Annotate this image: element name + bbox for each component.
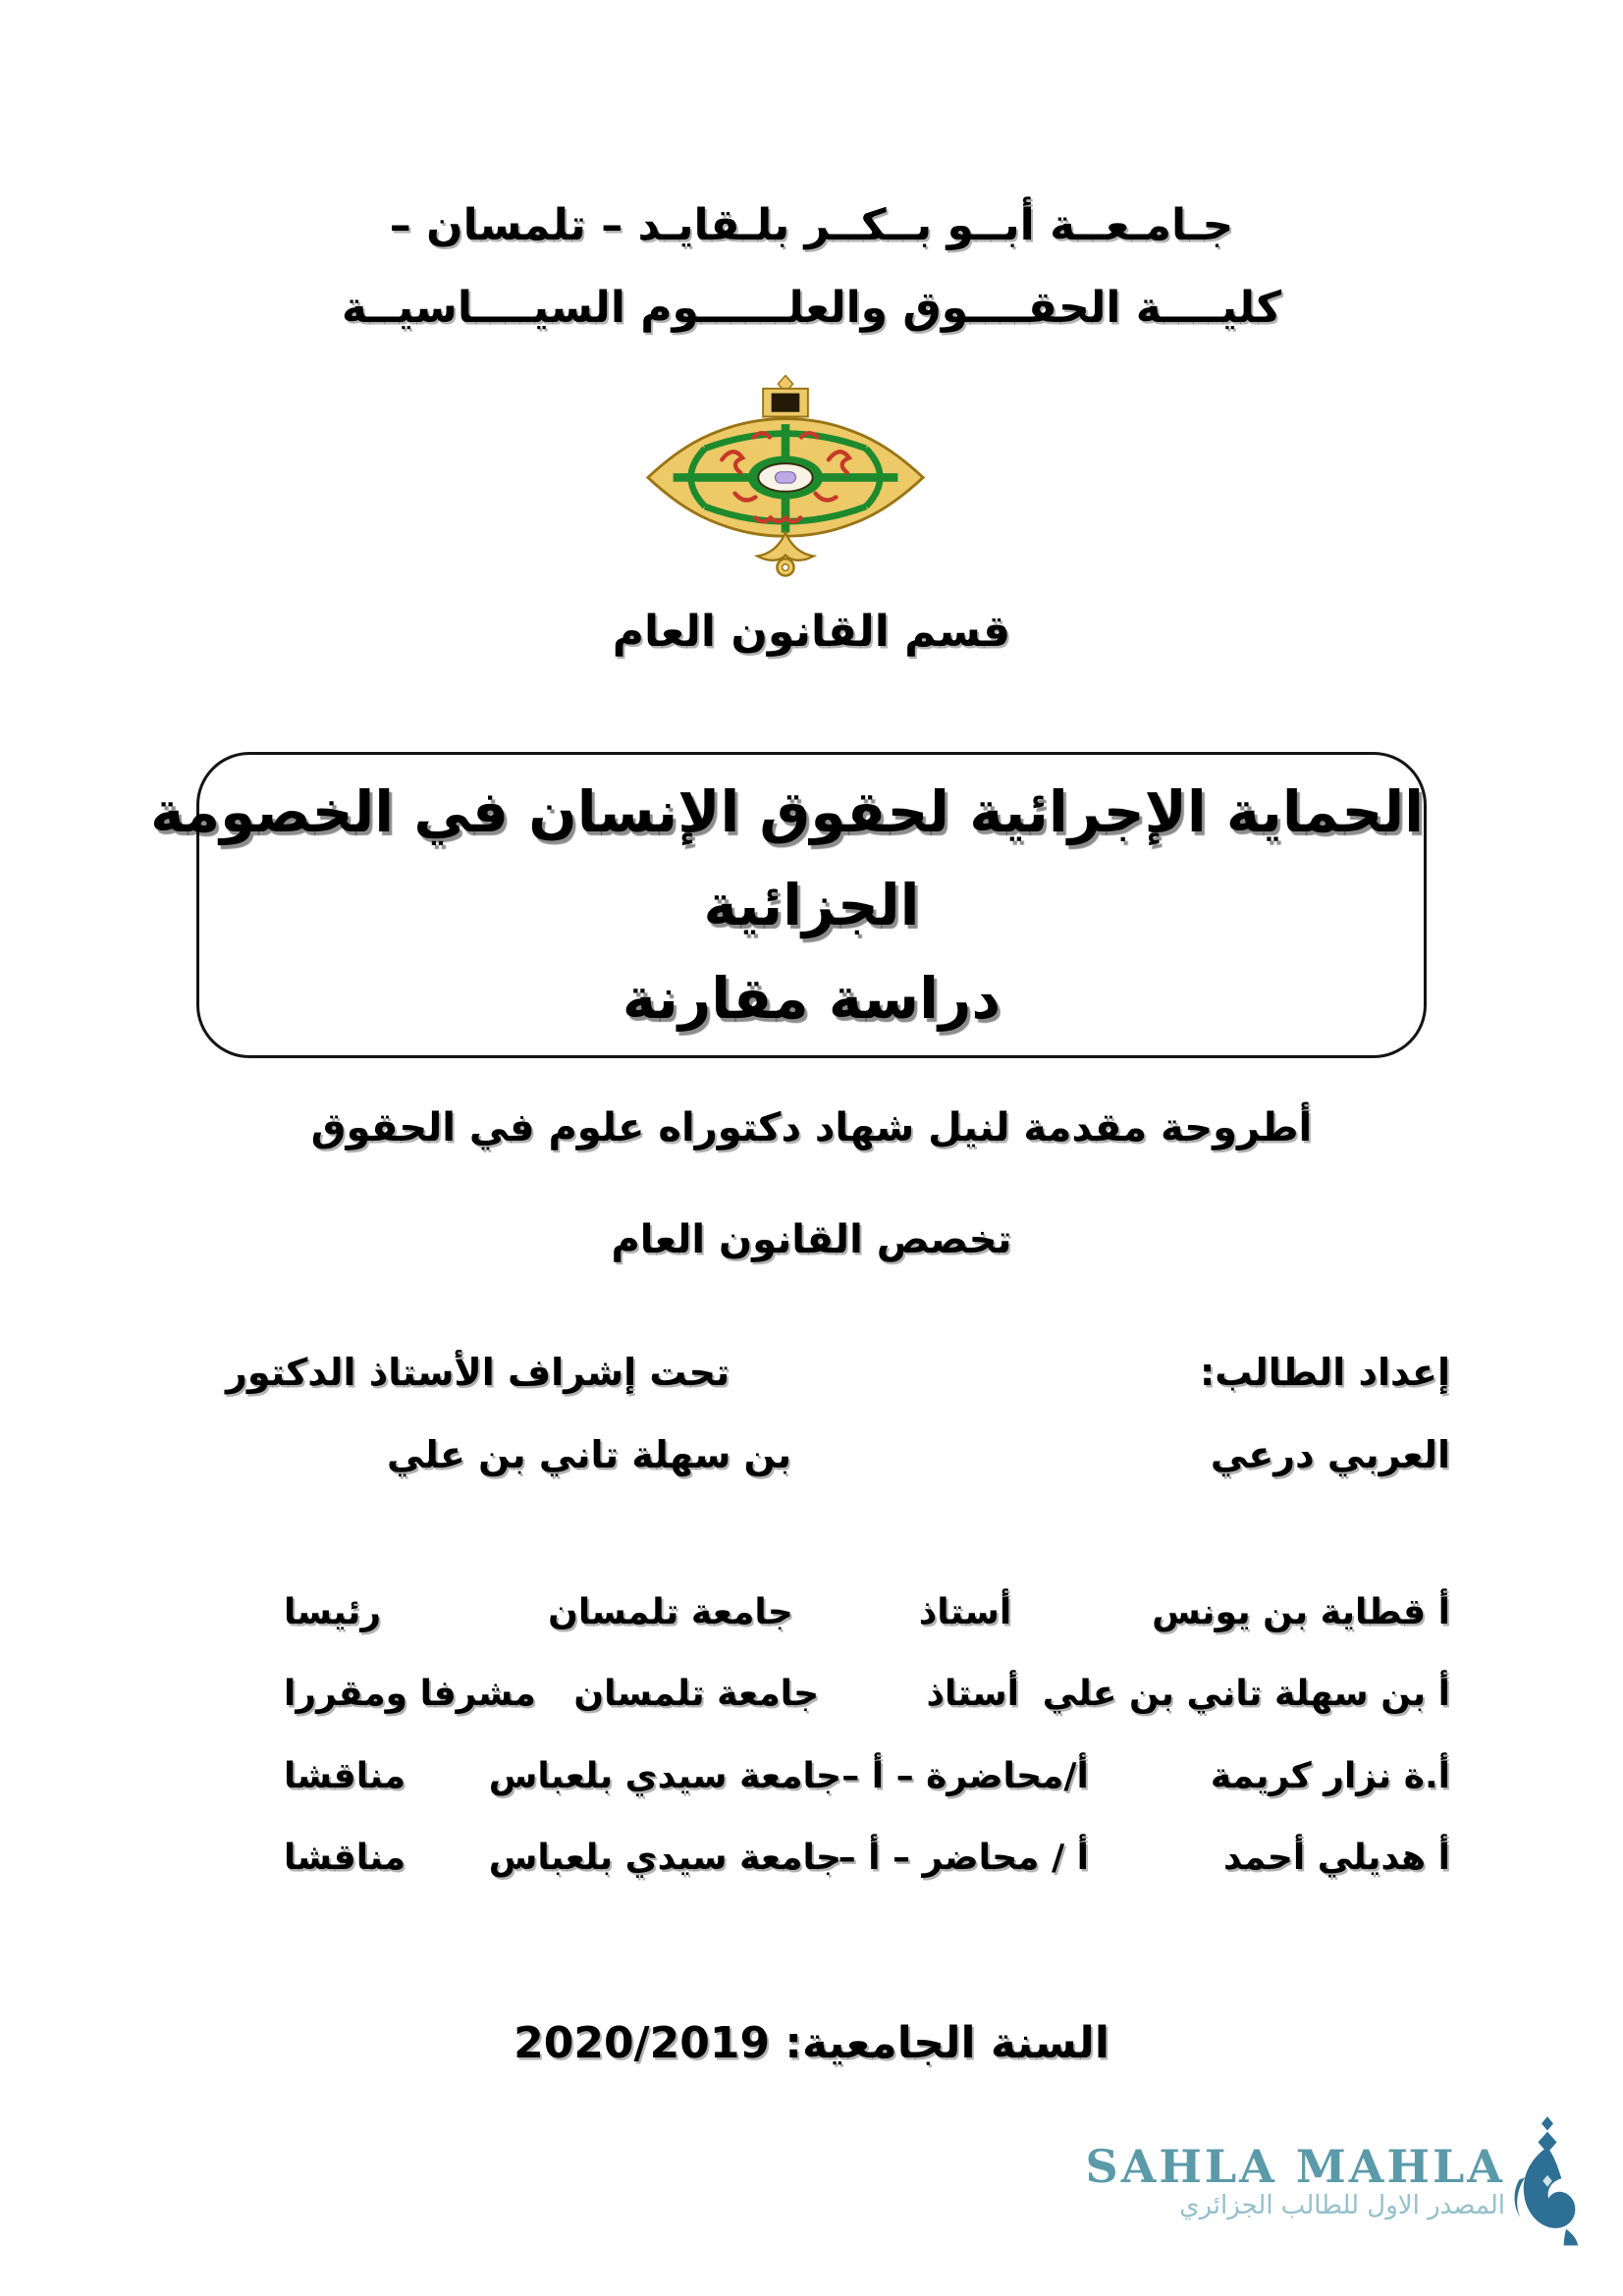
jury-row <box>215 1748 1450 1803</box>
jury-row <box>215 1666 1450 1721</box>
jury-member-role: مناقشا <box>284 1837 406 1878</box>
thesis-title-line-3: دراسة مقارنة <box>622 964 1001 1032</box>
university-name: جـامـعــة أبــو بــكــر بلـقايـد – تلمسان – <box>389 200 1234 250</box>
thesis-title-line-1: الحماية الإجرائية لحقوق الإنسان في الخصومة <box>150 777 1424 845</box>
brand-name: SAHLA MAHLA <box>1085 2140 1505 2193</box>
university-emblem-icon <box>645 374 926 578</box>
jury-member-rank: أستاذ <box>918 1591 1012 1632</box>
jury-member-name: أ بن سهلة تاني بن علي <box>1042 1673 1450 1714</box>
jury-member-university: جامعة تلمسان <box>548 1591 793 1632</box>
jury-member-university: جامعة سيدي بلعباس <box>488 1837 841 1878</box>
university-emblem <box>645 374 926 578</box>
watermark-text <box>1085 2140 1505 2220</box>
jury-member-university: جامعة تلمسان <box>573 1673 820 1714</box>
sahla-mahla-logo-icon <box>1511 2116 1584 2248</box>
thesis-statement: أطروحة مقدمة لنيل شهاد دكتوراه علوم في الحقوق <box>310 1105 1313 1150</box>
academic-year: السنة الجامعية: 2020/2019 <box>514 2018 1109 2068</box>
supervisor-label: تحت إشراف الأستاذ الدكتور <box>226 1351 730 1394</box>
thesis-title-box <box>150 752 1427 1058</box>
jury-member-rank: أ / محاضر – أ – <box>838 1837 1089 1878</box>
jury-member-name: أ قطاية بن يونس <box>1152 1591 1450 1632</box>
thesis-title-line-2: الجزائية <box>703 871 920 938</box>
faculty-name: كليــــة الحقــــوق والعلــــــوم السيــــاسيــة <box>341 283 1282 333</box>
jury-member-name: أ هديلي أحمد <box>1222 1837 1450 1878</box>
jury-member-role: مشرفا ومقررا <box>284 1673 536 1714</box>
jury-member-university: جامعة سيدي بلعباس <box>488 1755 841 1796</box>
jury-member-name: أ.ة نزار كريمة <box>1210 1755 1450 1796</box>
thesis-specialty: تخصص القانون العام <box>611 1217 1012 1262</box>
jury-member-rank: أ/محاضرة – أ – <box>841 1755 1089 1796</box>
jury-row <box>215 1830 1450 1885</box>
supervisor-name: بن سهلة تاني بن علي <box>387 1433 792 1476</box>
jury-member-rank: أستاذ <box>926 1673 1019 1714</box>
student-name: العربي درعي <box>1210 1433 1450 1476</box>
jury-member-role: رئيسا <box>284 1591 382 1632</box>
student-prep-label: إعداد الطالب: <box>1200 1351 1450 1394</box>
jury-member-role: مناقشا <box>284 1755 406 1796</box>
brand-tagline: المصدر الاول للطالب الجزائري <box>1179 2191 1505 2220</box>
jury-row <box>215 1584 1450 1639</box>
sahla-mahla-watermark <box>1085 2116 1584 2248</box>
department-name: قسم القانون العام <box>612 607 1011 657</box>
